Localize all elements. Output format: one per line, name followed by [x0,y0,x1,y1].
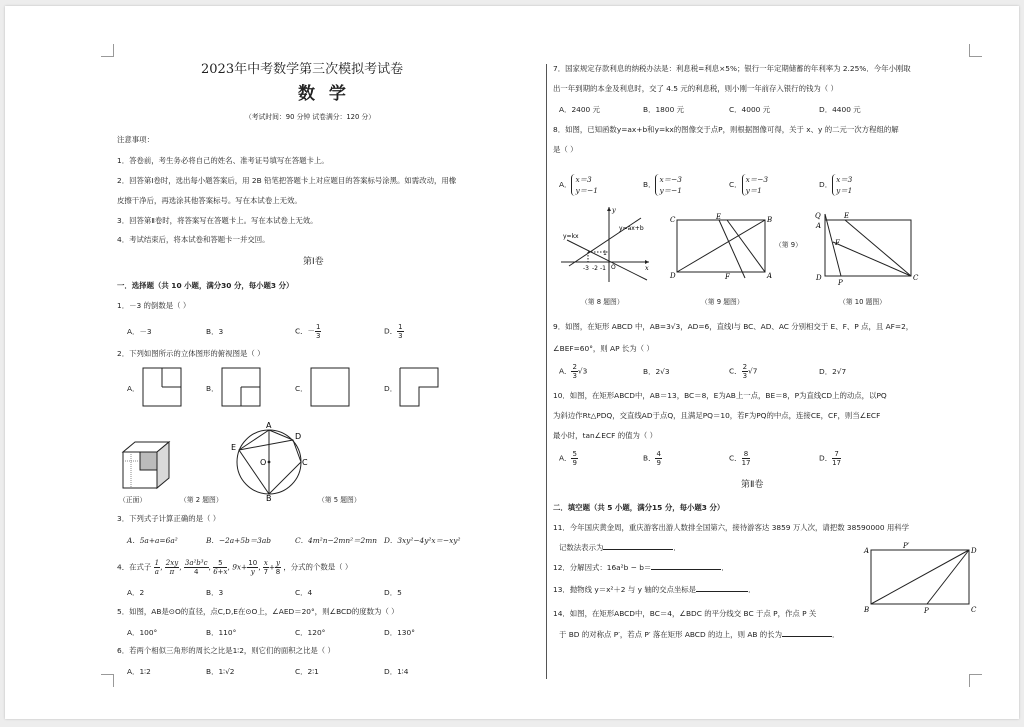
fig9-rectangle [667,210,777,282]
q10-line-3: 最小时，tan∠ECF 的值为（ ） [553,431,658,440]
fig8-graph [559,204,651,284]
q6-option-a: A．1∶2 [127,667,151,676]
q5-circle-figure [229,418,309,502]
q6-stem: 6．若两个相似三角形的周长之比是1∶2，则它们的面积之比是（ ） [117,646,335,655]
q4-option-c: C．4 [295,588,313,597]
q6-option-d: D．1∶4 [384,667,409,676]
fig5-label-o: O [260,458,267,467]
q3-option-b: B．−2a+5b＝3ab [206,536,271,545]
fig5-caption: （第 5 题图） [318,496,361,504]
q7-line-1: 7．国家规定存款利息的纳税办法是：利息税=利息×5%；银行一年定期储蓄的年利率为 2.25%．今年小刚取 [553,64,911,73]
q2-top-view-b [221,367,261,407]
fig8-tick-neg1: -1 [600,265,606,272]
note-2: 2．回答第Ⅰ卷时，选出每小题答案后，用 2B 铅笔把答题卡上对应题目的答案标号涂黑。如需改动，用橡 [117,176,457,185]
q14-line-1: 14．如图，在矩形ABCD中，BC＝4，∠BDC 的平分线交 BC 于点 P，作点 P 关 [553,609,817,618]
q8-line-2: 是（ ） [553,145,578,154]
fig9-label-e: E [716,213,722,221]
fig8-line-kx: y=kx [563,233,579,240]
fig5-label-c: C [302,458,308,467]
fig9-caption: （第 9 题图） [701,298,744,306]
q10-option-b: B． $\frac{4}{9}$ [643,450,661,467]
q13-answer-blank [696,585,748,592]
fig10-label-d: D [816,274,822,282]
q7-option-a: A．2400 元 [559,105,600,114]
note-1: 1．答卷前，考生务必将自己的姓名、准考证号填写在答题卡上。 [117,156,329,165]
q2-option-c: C． [295,384,308,393]
q2-option-b: B． [206,384,219,393]
q2-solid-figure [119,438,173,494]
q5-option-d: D．130° [384,628,415,637]
notes-heading: 注意事项： [117,135,154,144]
fig9-label-a: A [767,272,773,280]
q3-option-a: A．5a+a=6a² [127,536,178,545]
part1-heading: 第Ⅰ卷 [303,257,324,267]
q6-option-b: B．1∶√2 [206,667,235,676]
q10-option-d: D． $\frac{7}{17}$ [819,450,842,467]
q7-option-c: C．4000 元 [729,105,771,114]
fig5-label-b: B [266,494,272,502]
q1-option-a: A．－3 [127,327,152,336]
q8-option-c: C． x＝−3 y＝1 [729,175,769,195]
crop-mark-bottom-right [969,674,982,687]
fig14-label-p: P [924,607,929,615]
fig5-label-d: D [295,432,302,441]
fig5-label-a: A [266,421,272,430]
fig8-line-axb: y=ax+b [619,225,644,232]
q5-stem: 5．如图，AB是⊙O的直径，点C,D,E在⊙O上，∠AED＝20°，则∠BCD的度数为（ ） [117,607,399,616]
fig10-label-e: E [844,212,850,220]
q2-option-a: A． [127,384,140,393]
fig14-label-b: B [864,606,870,614]
fig8-tick-1: 1 [603,250,607,257]
fig8-tick-neg2: -2 [592,265,598,272]
q8-line-1: 8．如图，已知函数y=ax+b和y=kx的图像交于点P，则根据图像可得，关于 x、y 的二元一次方程组的解 [553,125,899,134]
fig10-label-c: C [913,274,919,282]
fig10-label-q: Q [815,212,821,220]
q7-option-d: D．4400 元 [819,105,861,114]
q9-option-c: C． $\frac{2}{3}$ √7 [729,363,758,380]
q4-option-b: B．3 [206,588,224,597]
fig10-label-p: P [838,279,843,287]
q11-answer-blank [603,543,673,550]
q13-stem: 13．抛物线 y＝x²＋2 与 y 轴的交点坐标是 ． [553,585,756,594]
q9-line-1: 9．如图，在矩形 ABCD 中，AB=3√3，AD=6，直线l与 BC、AD、AC 分别相交于 E、F、P 点，且 AF=2， [553,322,914,331]
q1-option-d: D． $\frac{1}{3}$ [384,323,403,340]
fig8-caption: （第 8 题图） [581,298,624,306]
fig14-label-d: D [971,547,977,555]
crop-mark-top-right [969,44,982,57]
fig8-axis-x: x [645,264,649,272]
q10-line-1: 10．如图，在矩形ABCD中，AB＝13，BC＝8，E为AB上一点，BE＝8，P为直线CD上的动点，以PQ [553,391,887,400]
q2-top-view-a [142,367,182,407]
q10-option-a: A． $\frac{5}{9}$ [559,450,577,467]
q11-line-2: 记数法表示为 ． [559,543,681,552]
q4-option-d: D．5 [384,588,402,597]
fig8-origin: O [611,264,616,271]
note-2-cont: 皮擦干净后，再选涂其他答案标号。写在本试卷上无效。 [117,196,302,205]
note-3: 3．回答第Ⅱ卷时，将答案写在答题卡上。写在本试卷上无效。 [117,216,318,225]
exam-info: （考试时间：90 分钟 试卷满分：120 分） [245,113,376,121]
section2-heading: 二．填空题（共 5 小题，满分15 分，每小题3 分） [553,503,725,512]
section1-heading: 一．选择题（共 10 小题，满分30 分，每小题3 分） [117,281,294,290]
q14-line-2: 于 BD 的对称点 P′，若点 P′ 落在矩形 ABCD 的边上，则 AB 的长为 ． [559,630,840,639]
q10-line-2: 为斜边作Rt△PDQ，交直线AD于点Q，且满足PQ＝10，若F为PQ的中点，连接CE，CF，则当∠ECF [553,411,881,420]
q8-option-d: D． x＝3 y＝1 [819,175,853,195]
fig14-label-c: C [971,606,977,614]
q3-option-c: C．4m²n−2mn²＝2mn [295,536,377,545]
exam-paper [5,6,1019,719]
fig5-label-e: E [231,443,237,452]
fig10-rectangle [811,208,921,288]
part2-heading: 第Ⅱ卷 [741,480,764,490]
exam-title: 2023年中考数学第三次模拟考试卷 [201,62,404,77]
q11-line-1: 11．今年国庆黄金周，重庆游客出游人数排全国第六，接待游客达 3859 万人次，请把数 38590000 用科学 [553,523,910,532]
fig9-label-d: D [670,272,676,280]
q1-option-c: C．－ $\frac{1}{3}$ [295,323,321,340]
q9-option-a: A． $\frac{2}{3}$ √3 [559,363,588,380]
q7-option-b: B．1800 元 [643,105,685,114]
fig10-caption: （第 10 题图） [839,298,886,306]
q2-stem: 2．下列如图所示的立体图形的俯视图是（ ） [117,349,265,358]
q12-stem: 12．分解因式：16a²b − b＝ ． [553,563,729,572]
q1-stem: 1．－3 的倒数是（ ） [117,301,191,310]
q2-top-view-c [310,367,350,407]
q4-stem: 4．在式子 $\frac{1}{a}$ , $\frac{2xy}{\pi}$ , $\frac{\text{3a²b³c}}{4}$ , $\frac{5}{6+x}$ , 9x+ $\frac{10}{y}$ , $\frac{x}{7}$ + $\frac{y}{8}$ ，分式的个数是（ ） [117,559,353,576]
q4-option-a: A．2 [127,588,145,597]
fig8-axis-y: y [612,206,616,214]
q8-option-a: A． x＝3 y＝−1 [559,175,598,195]
fig9-label-c: C [670,216,676,224]
fig8-tick-neg3: -3 [583,265,589,272]
q3-stem: 3．下列式子计算正确的是（ ） [117,514,221,523]
column-divider [546,64,547,679]
fig14-label-p-prime: P′ [903,542,910,550]
q7-line-2: 出一年到期的本金及利息时，交了 4.5 元的利息税，则小刚一年前存入银行的钱为（ ） [553,84,838,93]
fig10-label-a: A [816,222,822,230]
q1-option-b: B．3 [206,327,224,336]
q2-front-label: （正面） [119,496,147,504]
q14-answer-blank [782,630,832,637]
q2-top-view-d [399,367,439,407]
fig9-label-f: F [725,273,730,281]
q5-option-c: C．120° [295,628,326,637]
fig14-label-a: A [864,547,870,555]
q8-option-b: B． x＝−3 y＝−1 [643,175,682,195]
q3-option-d: D．3xy²−4y²x＝−xy² [384,536,461,545]
fig2-caption: （第 2 题图） [180,496,223,504]
q12-answer-blank [651,563,721,570]
note-4: 4．考试结束后，将本试卷和答题卡一并交回。 [117,235,270,244]
fig9-label-b: B [767,216,773,224]
fig9-side-label: （第 9） [775,241,802,249]
q6-option-c: C．2∶1 [295,667,319,676]
fig14-rectangle [863,540,979,616]
q5-option-a: A．100° [127,628,158,637]
crop-mark-top-left [101,44,114,57]
fig10-label-f: F [835,239,840,247]
subject-title: 数 学 [298,84,350,104]
q2-option-d: D． [384,384,398,393]
q5-option-b: B．110° [206,628,237,637]
q9-option-b: B．2√3 [643,367,670,376]
q9-option-d: D．2√7 [819,367,847,376]
q10-option-c: C． $\frac{8}{17}$ [729,450,751,467]
crop-mark-bottom-left [101,674,114,687]
q9-line-2: ∠BEF=60°，则 AP 长为（ ） [553,344,654,353]
